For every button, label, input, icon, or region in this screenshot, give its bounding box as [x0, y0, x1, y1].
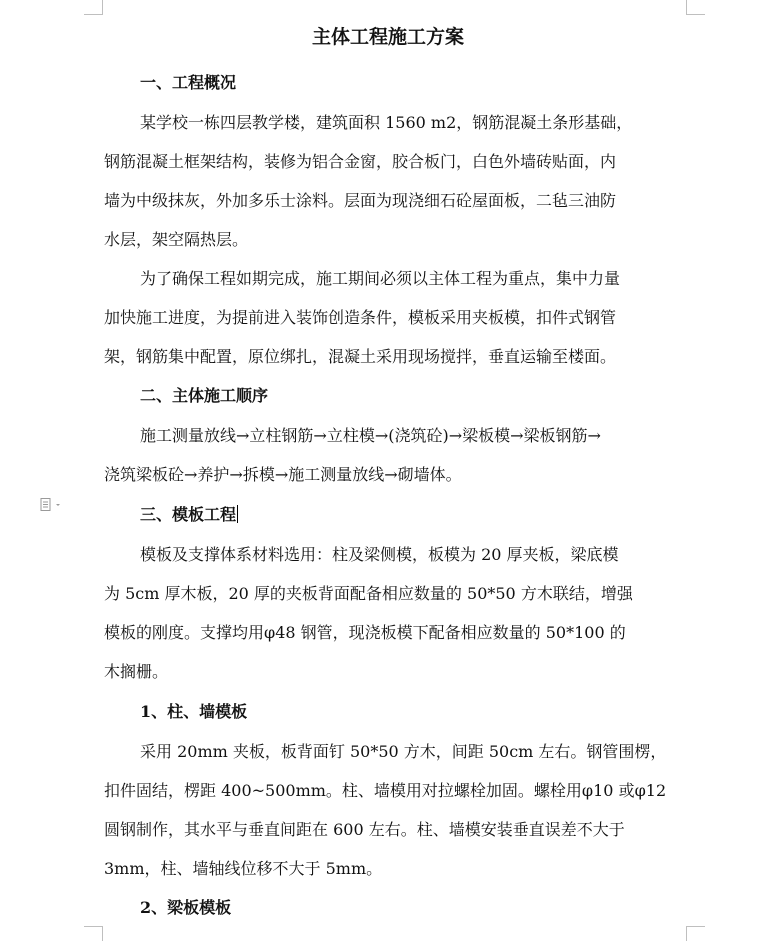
section-heading-formwork — [140, 502, 238, 525]
paragraph-line: 架，钢筋集中配置，原位绑扎，混凝土采用现场搅拌，垂直运输至楼面。 — [104, 347, 617, 366]
text-cursor — [237, 505, 238, 523]
document-title: 主体工程施工方案 — [311, 26, 464, 48]
paragraph-line: 加快施工进度，为提前进入装饰创造条件，模板采用夹板模，扣件式钢管 — [104, 308, 617, 327]
paragraph-line: 木搁栅。 — [104, 662, 169, 681]
subsection-heading-column-wall: 1、柱、墙模板 — [140, 702, 248, 721]
section-heading-sequence: 二、主体施工顺序 — [140, 386, 269, 405]
paragraph-line: 模板及支撑体系材料选用：柱及梁侧模，板模为 20 厚夹板，梁底模 — [140, 545, 619, 564]
paragraph-line: 3mm，柱、墙轴线位移不大于 5mm。 — [104, 859, 383, 878]
section-heading-formwork-text: 三、模板工程 — [140, 505, 237, 524]
paragraph-line: 采用 20mm 夹板，板背面钉 50*50 方木，间距 50cm 左右。钢管围楞， — [140, 742, 667, 761]
paragraph-line: 模板的刚度。支撑均用φ48 钢管，现浇板模下配备相应数量的 50*100 的 — [104, 623, 626, 642]
document-icon[interactable] — [40, 498, 62, 512]
paragraph-line: 某学校一栋四层教学楼，建筑面积 1560 m2，钢筋混凝土条形基础， — [140, 113, 633, 132]
paragraph-line: 钢筋混凝土框架结构，装修为铝合金窗，胶合板门，白色外墙砖贴面，内 — [104, 152, 617, 171]
crop-mark-top-right — [686, 0, 705, 15]
crop-mark-bottom-left — [84, 926, 103, 941]
crop-mark-bottom-right — [686, 926, 705, 941]
paragraph-line: 墙为中级抹灰，外加多乐士涂料。层面为现浇细石砼屋面板，二毡三油防 — [104, 191, 617, 210]
paragraph-line: 施工测量放线→立柱钢筋→立柱模→(浇筑砼)→梁板模→梁板钢筋→ — [140, 426, 601, 445]
paragraph-line: 为 5cm 厚木板，20 厚的夹板背面配备相应数量的 50*50 方木联结，增强 — [104, 584, 633, 603]
paragraph-line: 为了确保工程如期完成，施工期间必须以主体工程为重点，集中力量 — [140, 269, 621, 288]
paragraph-line: 水层，架空隔热层。 — [104, 230, 249, 249]
section-heading-overview: 一、工程概况 — [140, 73, 237, 92]
crop-mark-top-left — [84, 0, 103, 15]
paragraph-line: 浇筑梁板砼→养护→拆模→施工测量放线→砌墙体。 — [104, 465, 462, 484]
subsection-heading-beam-slab: 2、梁板模板 — [140, 898, 232, 917]
paragraph-line: 圆钢制作，其水平与垂直间距在 600 左右。柱、墙模安装垂直误差不大于 — [104, 820, 625, 839]
paragraph-line: 扣件固结，楞距 400~500mm。柱、墙模用对拉螺栓加固。螺栓用φ10 或φ12 — [104, 781, 667, 800]
